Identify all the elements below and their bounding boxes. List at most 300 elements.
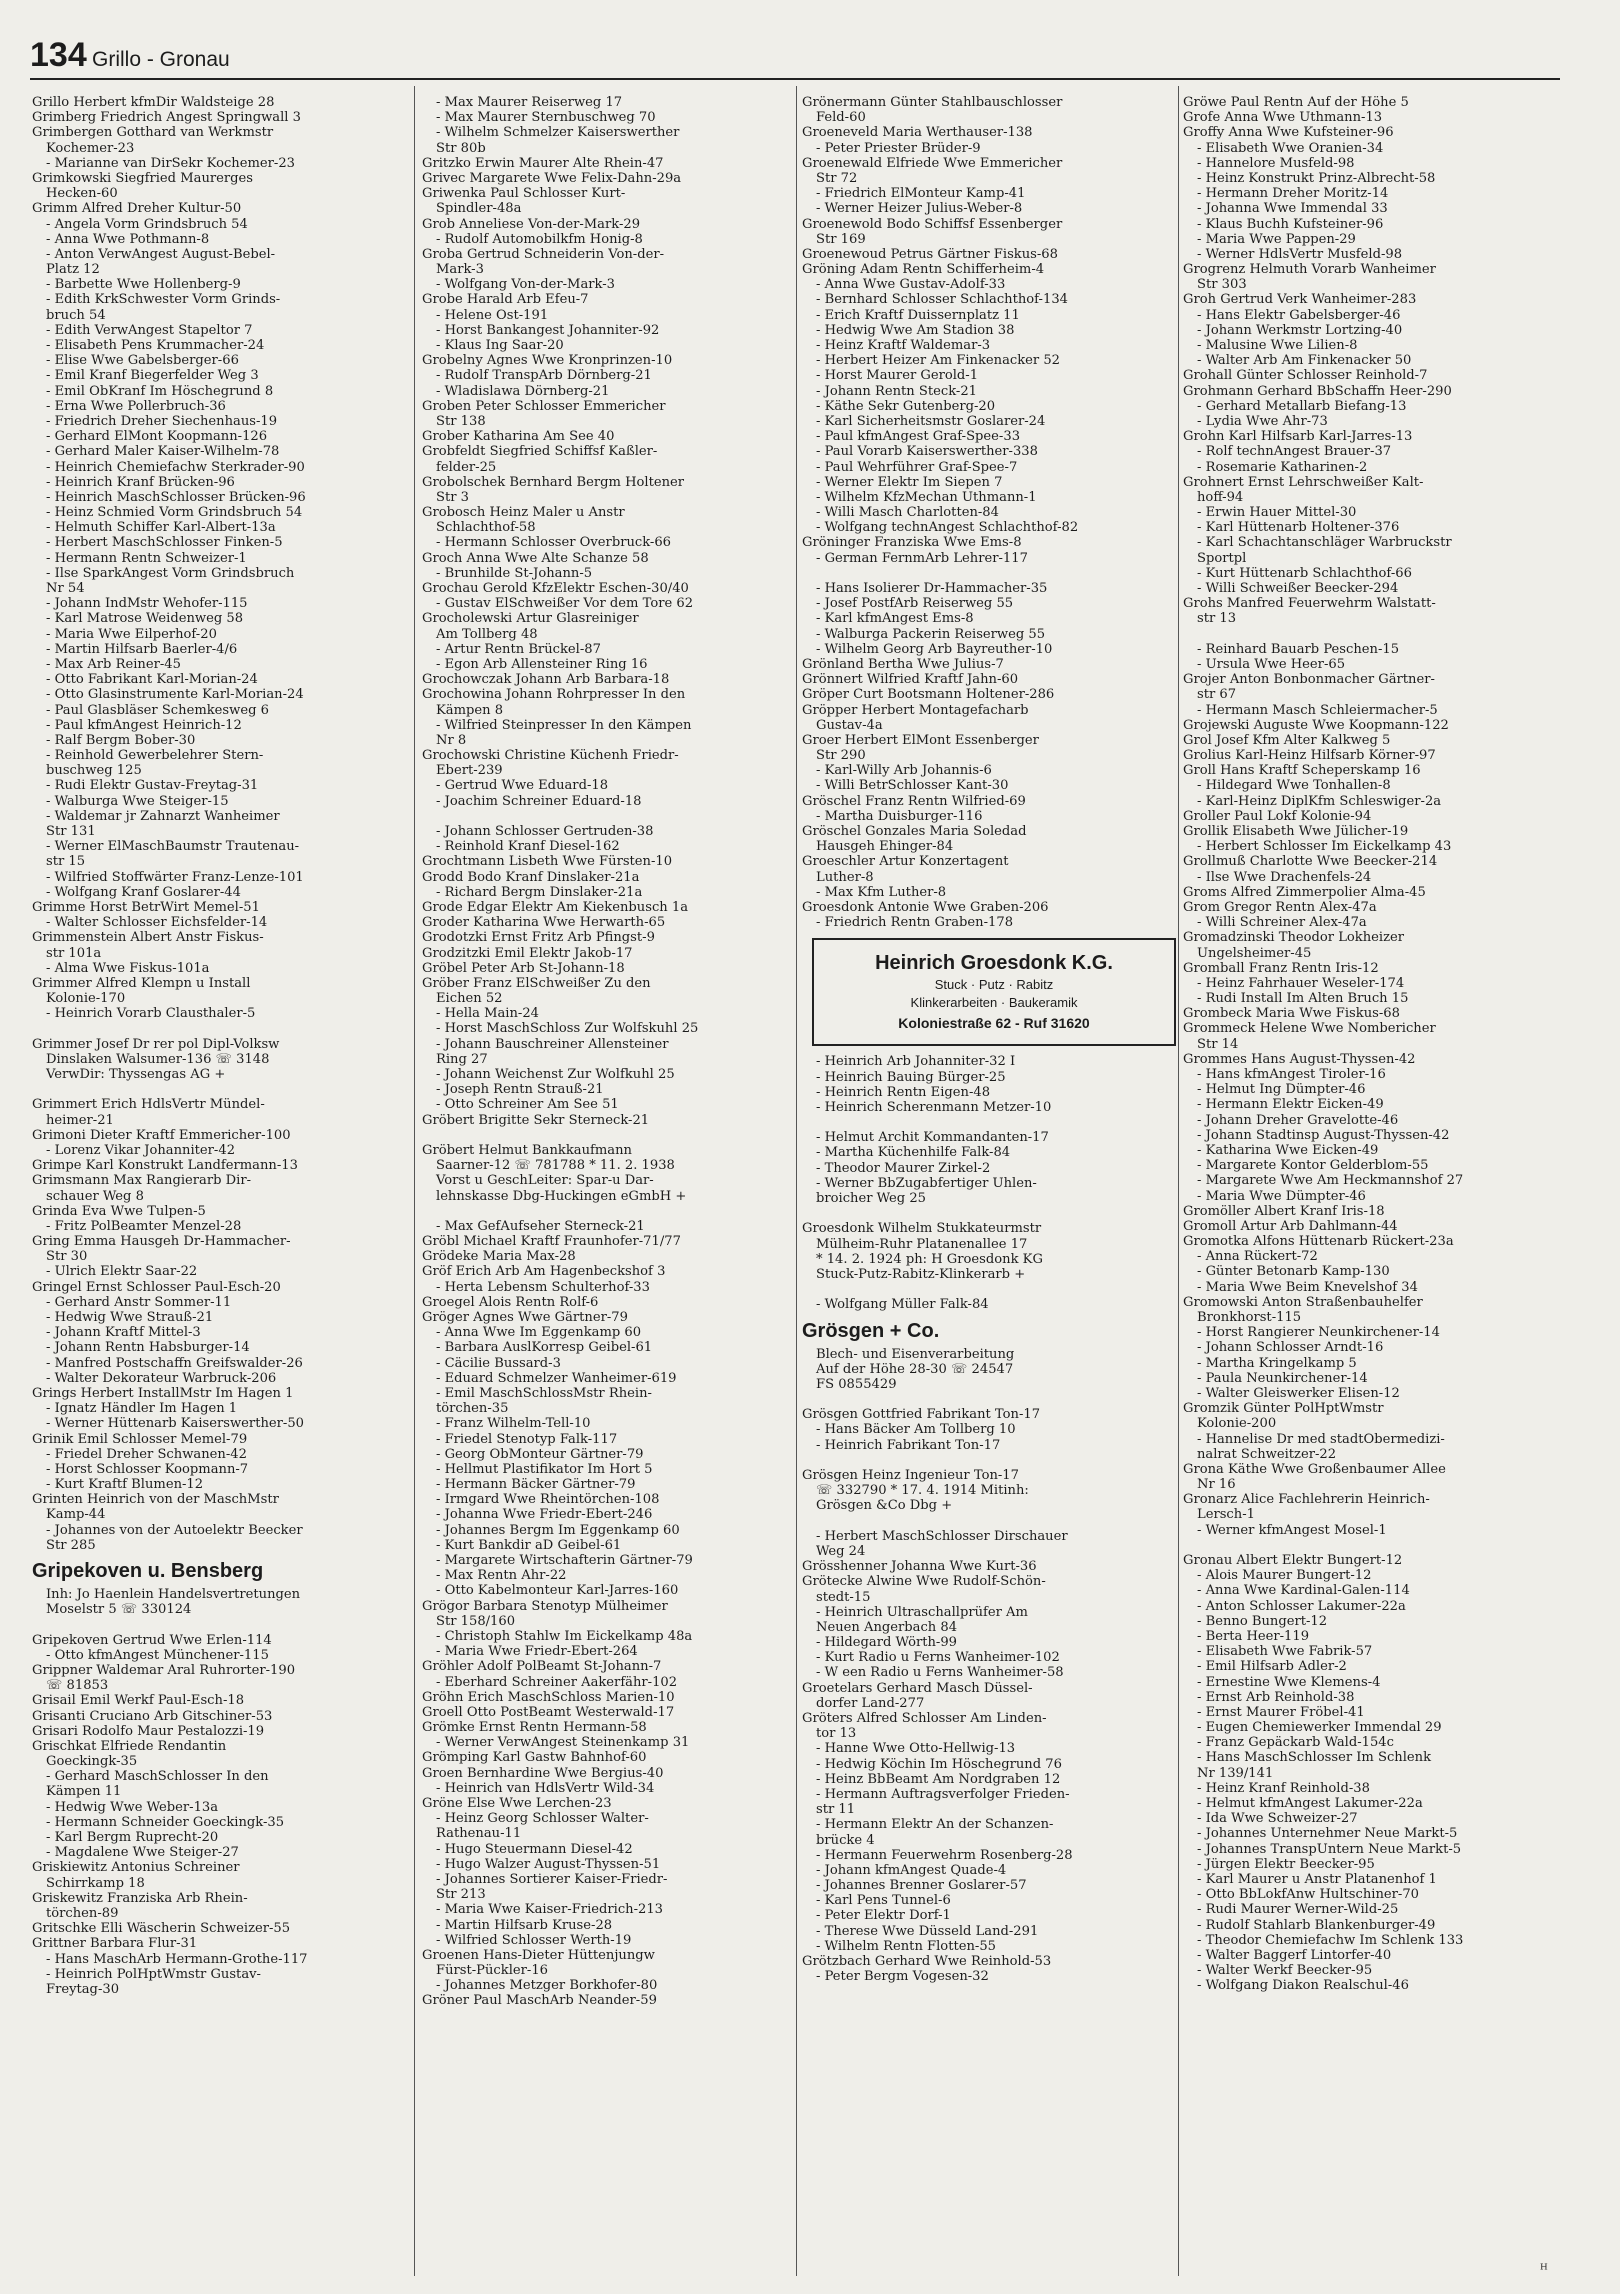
directory-entry: - Wilhelm Georg Arb Bayreuther-10 <box>816 641 1053 657</box>
ad-line-works: Klinkerarbeiten · Baukeramik <box>910 995 1078 1011</box>
directory-entry: Griskiewitz Antonius Schreiner <box>32 1860 240 1876</box>
directory-entry: - Heinz Kraftf Waldemar-3 <box>816 338 991 353</box>
directory-entry: - Wilhelm KfzMechan Uthmann-1 <box>816 489 1037 505</box>
directory-entry: - Martin Hilfsarb Baerler-4/6 <box>46 641 238 657</box>
directory-entry: - Hans MaschSchlosser Im Schlenk <box>1197 1750 1432 1766</box>
directory-entry-continuation: Str 30 <box>46 1249 88 1265</box>
directory-entry <box>802 1392 1180 1407</box>
directory-entry: - Karl Sicherheitsmstr Goslarer-24 <box>816 413 1046 429</box>
directory-entry-continuation: Str 169 <box>816 231 866 247</box>
directory-entry: - Kurt Bankdir aD Geibel-61 <box>436 1537 622 1553</box>
directory-entry: - Fritz PolBeamter Menzel-28 <box>46 1218 242 1234</box>
directory-entry: - Friedrich Rentn Graben-178 <box>816 915 1014 931</box>
directory-entry: - Friedel Dreher Schwanen-42 <box>46 1446 247 1462</box>
directory-entry: - Werner kfmAngest Mosel-1 <box>1197 1522 1387 1538</box>
directory-entry-continuation: nalrat Schweitzer-22 <box>1197 1446 1337 1462</box>
directory-entry: - Hermann Elektr An der Schanzen- <box>816 1817 1054 1833</box>
directory-entry: - Herbert MaschSchlosser Dirschauer <box>816 1528 1068 1544</box>
directory-entry: - Ernst Arb Reinhold-38 <box>1197 1689 1355 1705</box>
directory-entry: - Irmgard Wwe Rheintörchen-108 <box>436 1492 660 1508</box>
directory-entry-continuation: Luther-8 <box>816 869 874 885</box>
directory-entry: - Wilfried Stoffwärter Franz-Lenze-101 <box>46 869 304 885</box>
directory-entry-continuation: Eichen 52 <box>436 991 503 1007</box>
directory-entry: - Gustav ElSchweißer Vor dem Tore 62 <box>436 596 694 612</box>
directory-entry: Grohall Günter Schlosser Reinhold-7 <box>1183 368 1428 384</box>
directory-entry: Grimme Horst BetrWirt Memel-51 <box>32 899 260 915</box>
directory-entry: Gritzko Erwin Maurer Alte Rhein-47 <box>422 155 664 171</box>
directory-entry: - Friedel Stenotyp Falk-117 <box>436 1431 618 1447</box>
directory-entry-continuation: VerwDir: Thyssengas AG + <box>46 1067 226 1082</box>
directory-entry: - Werner Elektr Im Siepen 7 <box>816 474 1003 490</box>
directory-entry: Gromadzinski Theodor Lokheizer <box>1183 930 1405 946</box>
directory-entry: - Maria Wwe Dümpter-46 <box>1197 1188 1366 1204</box>
directory-entry: - Herta Lebensm Schulterhof-33 <box>436 1279 650 1295</box>
directory-entry-continuation: Auf der Höhe 28-30 ☏ 24547 <box>816 1361 1014 1377</box>
directory-entry: - Gerhard Anstr Sommer-11 <box>46 1294 232 1310</box>
directory-entry: - Hans Isolierer Dr-Hammacher-35 <box>816 581 1048 596</box>
directory-entry: Grillo Herbert kfmDir Waldsteige 28 <box>32 95 275 110</box>
directory-entry: - Wilfried Schlosser Werth-19 <box>436 1932 632 1948</box>
directory-entry: - Peter Priester Brüder-9 <box>816 140 981 156</box>
directory-entry: Gröhn Erich MaschSchloss Marien-10 <box>422 1689 675 1705</box>
directory-entry: - Werner Hüttenarb Kaiserswerther-50 <box>46 1416 304 1432</box>
directory-entry-continuation: Platz 12 <box>46 262 100 278</box>
directory-entry: - Johannes Bergm Im Eggenkamp 60 <box>436 1522 680 1538</box>
directory-entry: - Margarete Wwe Am Heckmannshof 27 <box>1197 1173 1464 1189</box>
directory-entry: - Wilhelm Rentn Flotten-55 <box>816 1938 996 1954</box>
directory-entry: - Bernhard Schlosser Schlachthof-134 <box>816 292 1068 308</box>
directory-entry: - Herbert MaschSchlosser Finken-5 <box>46 535 283 551</box>
directory-entry-continuation: Kämpen 11 <box>46 1784 122 1800</box>
directory-entry: - Johann Dreher Gravelotte-46 <box>1197 1112 1399 1128</box>
directory-entry: - Maria Wwe Friedr-Ebert-264 <box>436 1644 638 1660</box>
directory-entry: Grogrenz Helmuth Vorarb Wanheimer <box>1183 262 1436 278</box>
directory-entry: - Klaus Buchh Kufsteiner-96 <box>1197 216 1384 232</box>
directory-entry: - Ernestine Wwe Klemens-4 <box>1197 1674 1381 1690</box>
directory-entry: - Reinhold Gewerbelehrer Stern- <box>46 748 264 764</box>
company-heading: Grösgen + Co. <box>802 1319 940 1342</box>
directory-entry: - Hans Elektr Gabelsberger-46 <box>1197 307 1401 323</box>
directory-entry: Grimoni Dieter Kraftf Emmericher-100 <box>32 1127 291 1143</box>
directory-entry: Grimmer Josef Dr rer pol Dipl-Volksw <box>32 1036 280 1052</box>
directory-entry-continuation: Dinslaken Walsumer-136 ☏ 3148 <box>46 1051 270 1067</box>
directory-entry: - Hannelise Dr med stadtObermedizi- <box>1197 1431 1445 1447</box>
directory-entry-continuation: Hecken-60 <box>46 186 118 202</box>
directory-entry: Grochowina Johann Rohrpresser In den <box>422 687 686 703</box>
directory-entry: - Johann Kraftf Mittel-3 <box>46 1325 201 1341</box>
directory-entry: - Heinrich van HdlsVertr Wild-34 <box>436 1780 655 1796</box>
directory-entry: Grönland Bertha Wwe Julius-7 <box>802 656 1004 672</box>
directory-entry <box>802 1206 1180 1221</box>
directory-entry: - Otto BbLokfAnw Hultschiner-70 <box>1197 1887 1420 1903</box>
directory-entry: - Marianne van DirSekr Kochemer-23 <box>46 155 295 171</box>
directory-entry: - Heinz Kranf Reinhold-38 <box>1197 1780 1370 1796</box>
directory-entry-continuation: Str 285 <box>46 1537 96 1553</box>
directory-entry: Grol Josef Kfm Alter Kalkweg 5 <box>1183 732 1391 748</box>
directory-entry: Grohnert Ernst Lehrschweißer Kalt- <box>1183 474 1424 490</box>
directory-entry: Gronarz Alice Fachlehrerin Heinrich- <box>1183 1492 1430 1508</box>
directory-entry: - Johanna Wwe Friedr-Ebert-246 <box>436 1507 653 1523</box>
directory-entry: - Horst Schlosser Koopmann-7 <box>46 1461 249 1477</box>
directory-entry: - Hermann Elektr Eicken-49 <box>1197 1097 1384 1113</box>
directory-entry: - Karl kfmAngest Ems-8 <box>816 611 974 627</box>
directory-entry: - Wolfgang Von-der-Mark-3 <box>436 277 615 293</box>
directory-entry: - Katharina Wwe Eicken-49 <box>1197 1142 1379 1158</box>
directory-entry: Grisari Rodolfo Maur Pestalozzi-19 <box>32 1723 265 1739</box>
directory-entry: - Martin Hilfsarb Kruse-28 <box>436 1917 613 1933</box>
directory-entry: Grohs Manfred Feuerwehrm Walstatt- <box>1183 596 1436 612</box>
directory-entry: - Heinrich Fabrikant Ton-17 <box>816 1437 1001 1453</box>
directory-entry: - Gertrud Wwe Eduard-18 <box>436 778 609 794</box>
directory-entry: - Heinz Fahrhauer Weseler-174 <box>1197 975 1405 991</box>
directory-entry: Gröwe Paul Rentn Auf der Höhe 5 <box>1183 95 1409 110</box>
directory-entry-continuation: Feld-60 <box>816 110 866 126</box>
directory-entry: - Hermann Bäcker Gärtner-79 <box>436 1477 636 1493</box>
directory-entry: - Käthe Sekr Gutenberg-20 <box>816 398 996 414</box>
directory-entry: - Hildegard Wwe Tonhallen-8 <box>1197 778 1391 794</box>
directory-entry: - Hella Main-24 <box>436 1006 540 1022</box>
directory-entry: Grösgen Gottfried Fabrikant Ton-17 <box>802 1407 1041 1423</box>
directory-entry-continuation: dorfer Land-277 <box>816 1695 925 1711</box>
directory-entry: Grimpe Karl Konstrukt Landfermann-13 <box>32 1158 298 1174</box>
page-number: 134 <box>30 36 87 74</box>
directory-entry: - Helmut kfmAngest Lakumer-22a <box>1197 1796 1423 1811</box>
directory-entry: - Johannes Brenner Goslarer-57 <box>816 1878 1027 1894</box>
directory-entry-continuation: Blech- und Eisenverarbeitung <box>816 1346 1015 1362</box>
directory-entry: Groeneveld Maria Werthauser-138 <box>802 125 1033 141</box>
directory-entry: - Johannes TranspUntern Neue Markt-5 <box>1197 1841 1462 1857</box>
directory-entry: Gröninger Franziska Wwe Ems-8 <box>802 535 1022 551</box>
directory-entry-continuation: Str 303 <box>1197 277 1247 293</box>
directory-entry: Groenewald Elfriede Wwe Emmericher <box>802 155 1063 171</box>
directory-entry: - Otto kfmAngest Münchener-115 <box>46 1647 269 1663</box>
directory-entry: Groesdonk Wilhelm Stukkateurmstr <box>802 1221 1042 1237</box>
directory-entry: Grimkowski Siegfried Maurerges <box>32 170 253 186</box>
directory-entry: - Erich Kraftf Duissernplatz 11 <box>816 307 1020 323</box>
directory-entry: - Erna Wwe Pollerbruch-36 <box>46 398 226 414</box>
directory-entry-continuation: Weg 24 <box>816 1543 866 1559</box>
directory-entry-continuation: stedt-15 <box>816 1589 871 1605</box>
directory-entry: - Reinhold Kranf Diesel-162 <box>436 839 620 855</box>
directory-entry: - Otto Glasinstrumente Karl-Morian-24 <box>46 687 304 703</box>
directory-entry: - Johann Rentn Steck-21 <box>816 383 977 399</box>
directory-entry: Grolius Karl-Heinz Hilfsarb Körner-97 <box>1183 748 1436 764</box>
directory-entry: Grömke Ernst Rentn Hermann-58 <box>422 1720 647 1736</box>
directory-entry: - Johann kfmAngest Quade-4 <box>816 1862 1007 1878</box>
directory-entry: - Barbara AuslKorresp Geibel-61 <box>436 1340 653 1356</box>
directory-entry: Groell Otto PostBeamt Westerwald-17 <box>422 1704 675 1720</box>
directory-entry: Gromowski Anton Straßenbauhelfer <box>1183 1294 1423 1310</box>
directory-entry <box>32 1021 409 1036</box>
directory-entry: - Werner HdlsVertr Musfeld-98 <box>1197 246 1403 262</box>
directory-entry: - Elisabeth Wwe Fabrik-57 <box>1197 1644 1373 1660</box>
directory-entry: - Max Arb Reiner-45 <box>46 656 181 672</box>
directory-entry-continuation: str 11 <box>816 1802 856 1818</box>
directory-entry: - Elisabeth Wwe Oranien-34 <box>1197 140 1384 156</box>
directory-entry: - Klaus Ing Saar-20 <box>436 338 564 353</box>
directory-entry: Gröger Agnes Wwe Gärtner-79 <box>422 1310 628 1325</box>
company-heading: Gripekoven u. Bensberg <box>32 1560 264 1582</box>
directory-entry-continuation: Vorst u GeschLeiter: Spar-u Dar- <box>436 1173 654 1189</box>
directory-entry: - Karl Schachtanschläger Warbruckstr <box>1197 535 1452 551</box>
directory-entry: Grobe Harald Arb Efeu-7 <box>422 292 589 308</box>
directory-entry: Groffy Anna Wwe Kufsteiner-96 <box>1183 125 1394 141</box>
directory-entry-continuation: * 14. 2. 1924 ph: H Groesdonk KG <box>816 1251 1043 1267</box>
directory-entry <box>802 1514 1180 1529</box>
directory-entry-continuation: Str 3 <box>436 489 469 505</box>
directory-entry: - Heinrich Scherenmann Metzer-10 <box>816 1099 1052 1115</box>
directory-entry: - Gerhard MaschSchlosser In den <box>46 1769 269 1785</box>
directory-entry: - Helmut Archit Kommandanten-17 <box>816 1130 1049 1146</box>
directory-entry: Grimmert Erich HdlsVertr Mündel- <box>32 1097 265 1113</box>
directory-entry: - Heinrich Bauing Bürger-25 <box>816 1069 1006 1085</box>
directory-entry: - Horst Maurer Gerold-1 <box>816 368 979 384</box>
directory-entry-continuation: str 67 <box>1197 687 1237 703</box>
directory-entry: - Peter Bergm Vogesen-32 <box>816 1969 989 1985</box>
directory-entry: - Jürgen Elektr Beecker-95 <box>1197 1856 1375 1872</box>
directory-entry: - Georg ObMonteur Gärtner-79 <box>436 1446 644 1462</box>
directory-entry: - Hermann Feuerwehrm Rosenberg-28 <box>816 1847 1073 1863</box>
directory-entry: - Max Rentn Ahr-22 <box>436 1568 567 1584</box>
directory-entry: - Kurt Kraftf Blumen-12 <box>46 1477 204 1493</box>
directory-entry: - Johann Werkmstr Lortzing-40 <box>1197 322 1403 338</box>
directory-entry-continuation: tor 13 <box>816 1726 857 1742</box>
directory-entry: - Margarete Wirtschafterin Gärtner-79 <box>436 1553 693 1568</box>
directory-entry: - Hanne Wwe Otto-Hellwig-13 <box>816 1741 1016 1757</box>
directory-entry: - Paul Vorarb Kaiserswerther-338 <box>816 444 1038 460</box>
directory-entry: - Max Maurer Reiserweg 17 <box>436 95 623 110</box>
directory-entry: Grinik Emil Schlosser Memel-79 <box>32 1431 248 1447</box>
directory-entry-continuation: bruch 54 <box>46 307 106 323</box>
directory-entry: Gromöller Albert Kranf Iris-18 <box>1183 1203 1385 1219</box>
directory-entry: - Lorenz Vikar Johanniter-42 <box>46 1142 236 1158</box>
directory-entry: - Hedwig Köchin Im Höschegrund 76 <box>816 1756 1062 1772</box>
directory-entry: Grommeck Helene Wwe Nombericher <box>1183 1021 1436 1037</box>
directory-entry: - Cäcilie Bussard-3 <box>436 1355 561 1371</box>
directory-entry: Grodotzki Ernst Fritz Arb Pfingst-9 <box>422 930 655 946</box>
directory-entry: - Anna Wwe Pothmann-8 <box>46 231 210 247</box>
page-header <box>30 34 1560 80</box>
directory-entry-continuation: Str 80b <box>436 140 486 156</box>
directory-entry: - Wladislawa Dörnberg-21 <box>436 383 610 399</box>
directory-entry: - Magdalene Wwe Steiger-27 <box>46 1845 239 1861</box>
directory-column-4 <box>1183 95 1560 1993</box>
directory-entry: - Johannes von der Autoelektr Beecker <box>46 1522 303 1538</box>
directory-entry: Gring Emma Hausgeh Dr-Hammacher- <box>32 1234 291 1250</box>
directory-entry-continuation: str 13 <box>1197 611 1237 627</box>
directory-entry: - Hellmut Plastifikator Im Hort 5 <box>436 1461 653 1477</box>
column-divider <box>414 86 415 2276</box>
directory-entry: - Hugo Steuermann Diesel-42 <box>436 1841 633 1857</box>
directory-entry-continuation: broicher Weg 25 <box>816 1191 926 1206</box>
directory-entry: - Ignatz Händler Im Hagen 1 <box>46 1401 238 1417</box>
directory-entry: - Johann Weichenst Zur Wolfkuhl 25 <box>436 1067 675 1082</box>
directory-entry: Gröf Erich Arb Am Hagenbeckshof 3 <box>422 1264 666 1280</box>
directory-entry: - Helene Ost-191 <box>436 307 549 323</box>
directory-entry: Grochau Gerold KfzElektr Eschen-30/40 <box>422 581 689 596</box>
directory-entry: - Edith VerwAngest Stapeltor 7 <box>46 322 253 338</box>
directory-entry: Gröbel Peter Arb St-Johann-18 <box>422 960 625 976</box>
directory-entry: - Werner ElMaschBaumstr Trautenau- <box>46 839 300 855</box>
directory-entry: - Maria Wwe Pappen-29 <box>1197 231 1356 247</box>
advertisement-box <box>812 938 1176 1046</box>
directory-entry: - Wolfgang Diakon Realschul-46 <box>1197 1978 1409 1994</box>
directory-entry: Groetelars Gerhard Masch Düssel- <box>802 1680 1033 1696</box>
directory-entry: Grob Anneliese Von-der-Mark-29 <box>422 216 641 232</box>
directory-entry: - Walter Schlosser Eichsfelder-14 <box>46 915 268 931</box>
directory-entry: - Anna Wwe Im Eggenkamp 60 <box>436 1325 642 1341</box>
directory-entry: - Martha Kringelkamp 5 <box>1197 1355 1357 1371</box>
directory-entry-continuation: hoff-94 <box>1197 489 1244 505</box>
directory-entry: - Heinrich Kranf Brücken-96 <box>46 474 235 490</box>
directory-entry: - Hugo Walzer August-Thyssen-51 <box>436 1856 661 1872</box>
directory-entry: - Benno Bungert-12 <box>1197 1613 1328 1629</box>
directory-entry: - Karl Bergm Ruprecht-20 <box>46 1830 219 1845</box>
directory-entry: - Kurt Hüttenarb Schlachthof-66 <box>1197 565 1412 581</box>
directory-entry: - Gerhard ElMont Koopmann-126 <box>46 429 268 445</box>
directory-entry: Grings Herbert InstallMstr Im Hagen 1 <box>32 1385 294 1401</box>
directory-entry: - Peter Elektr Dorf-1 <box>816 1908 951 1924</box>
directory-entry: - Willi Schreiner Alex-47a <box>1197 915 1367 931</box>
directory-entry: - Otto Fabrikant Karl-Morian-24 <box>46 672 258 688</box>
directory-entry: Groeschler Artur Konzertagent <box>802 854 1009 870</box>
directory-entry: Groenewold Bodo Schiffsf Essenberger <box>802 216 1063 232</box>
directory-entry: - Wolfgang Kranf Goslarer-44 <box>46 884 241 900</box>
directory-entry: Gröpper Herbert Montagefacharb <box>802 702 1029 718</box>
directory-entry <box>422 809 800 824</box>
directory-entry: Groben Peter Schlosser Emmericher <box>422 398 666 414</box>
directory-entry: Grobolschek Bernhard Bergm Holtener <box>422 474 685 490</box>
directory-entry: - Maria Wwe Kaiser-Friedrich-213 <box>436 1902 664 1918</box>
directory-entry: Grimberg Friedrich Angest Springwall 3 <box>32 110 301 126</box>
directory-entry: - Helmut Ing Dümpter-46 <box>1197 1082 1366 1098</box>
directory-entry: - Karl Maurer u Anstr Platanenhof 1 <box>1197 1871 1437 1887</box>
directory-entry: - Max GefAufseher Sterneck-21 <box>436 1218 645 1234</box>
directory-entry: - Anna Rückert-72 <box>1197 1249 1318 1265</box>
directory-entry-continuation: ☏ 81853 <box>46 1678 109 1694</box>
directory-entry: Grohmann Gerhard BbSchaffn Heer-290 <box>1183 383 1452 399</box>
directory-entry <box>802 566 1180 581</box>
directory-entry: - Johannes Sortierer Kaiser-Friedr- <box>436 1871 668 1887</box>
directory-entry-continuation: Ebert-239 <box>436 763 503 779</box>
directory-entry: - Günter Betonarb Kamp-130 <box>1197 1264 1390 1280</box>
directory-entry: - Willi Schweißer Beecker-294 <box>1197 581 1399 596</box>
directory-entry: Groenewoud Petrus Gärtner Fiskus-68 <box>802 246 1058 262</box>
directory-entry: - Herbert Schlosser Im Eickelkamp 43 <box>1197 839 1452 855</box>
directory-entry: - Paul kfmAngest Graf-Spee-33 <box>816 429 1021 445</box>
directory-entry: Groba Gertrud Schneiderin Von-der- <box>422 246 665 262</box>
directory-entry: - Angela Vorm Grindsbruch 54 <box>46 216 248 232</box>
directory-entry: - Therese Wwe Düsseld Land-291 <box>816 1923 1039 1939</box>
directory-entry: - Rolf technAngest Brauer-37 <box>1197 444 1392 460</box>
directory-entry: - Anna Wwe Kardinal-Galen-114 <box>1197 1583 1410 1599</box>
directory-entry: - Maria Wwe Eilperhof-20 <box>46 626 217 642</box>
directory-entry: - Alois Maurer Bungert-12 <box>1197 1568 1372 1584</box>
directory-column-2 <box>422 95 800 2009</box>
directory-entry: - Horst Rangierer Neunkirchener-14 <box>1197 1325 1440 1341</box>
directory-entry-continuation: Freytag-30 <box>46 1981 120 1997</box>
directory-entry: - Malusine Wwe Lilien-8 <box>1197 338 1358 353</box>
directory-entry: - Ilse Wwe Drachenfels-24 <box>1197 869 1372 885</box>
directory-entry: Grittner Barbara Flur-31 <box>32 1936 198 1952</box>
directory-entry: Gröhler Adolf PolBeamt St-Johann-7 <box>422 1659 662 1675</box>
directory-entry: - Ursula Wwe Heer-65 <box>1197 656 1346 672</box>
directory-entry: - Christoph Stahlw Im Eickelkamp 48a <box>436 1628 693 1644</box>
directory-entry: - Wolfgang technAngest Schlachthof-82 <box>816 520 1079 536</box>
directory-entry: - Theodor Chemiefachw Im Schlenk 133 <box>1197 1932 1464 1948</box>
directory-entry-continuation: Am Tollberg 48 <box>436 626 538 642</box>
directory-entry: Grollmuß Charlotte Wwe Beecker-214 <box>1183 854 1438 870</box>
directory-entry: Grischkat Elfriede Rendantin <box>32 1738 227 1754</box>
directory-entry-continuation: Str 72 <box>816 170 858 186</box>
directory-entry: - Emil Hilfsarb Adler-2 <box>1197 1659 1347 1675</box>
directory-entry-continuation: Inh: Jo Haenlein Handelsvertretungen <box>46 1587 301 1602</box>
directory-entry: - Brunhilde St-Johann-5 <box>436 565 593 581</box>
directory-entry: - Anna Wwe Gustav-Adolf-33 <box>816 277 1006 293</box>
directory-entry: - Friedrich ElMonteur Kamp-41 <box>816 186 1026 202</box>
directory-entry: - Ernst Maurer Fröbel-41 <box>1197 1704 1365 1720</box>
directory-entry: Grötecke Alwine Wwe Rudolf-Schön- <box>802 1574 1046 1590</box>
directory-entry: - Karl Matrose Weidenweg 58 <box>46 611 244 627</box>
directory-entry: - Heinrich Ultraschallprüfer Am <box>816 1604 1028 1620</box>
directory-entry: - Hermann Dreher Moritz-14 <box>1197 186 1389 202</box>
directory-entry <box>1183 627 1560 642</box>
directory-entry: - Johannes Unternehmer Neue Markt-5 <box>1197 1826 1458 1842</box>
directory-entry <box>802 1115 1180 1130</box>
directory-entry: Groms Alfred Zimmerpolier Alma-45 <box>1183 884 1426 900</box>
directory-entry: - Hermann Schneider Goeckingk-35 <box>46 1814 285 1830</box>
directory-entry-continuation: Kolonie-200 <box>1197 1416 1277 1432</box>
directory-entry: Gröner Paul MaschArb Neander-59 <box>422 1993 657 2009</box>
directory-entry: - Martha Küchenhilfe Falk-84 <box>816 1145 1011 1161</box>
directory-entry <box>422 1128 800 1143</box>
directory-entry: - Anton Schlosser Lakumer-22a <box>1197 1598 1406 1614</box>
directory-entry: - Paul kfmAngest Heinrich-12 <box>46 717 242 733</box>
directory-entry: Gritschke Elli Wäscherin Schweizer-55 <box>32 1921 291 1937</box>
directory-entry: - Horst Bankangest Johanniter-92 <box>436 322 660 338</box>
directory-entry-continuation: Hausgeh Ehinger-84 <box>816 839 954 855</box>
directory-entry: Gröber Franz ElSchweißer Zu den <box>422 975 651 991</box>
directory-entry: Grösshenner Johanna Wwe Kurt-36 <box>802 1559 1037 1575</box>
directory-entry: Gromzik Günter PolHptWmstr <box>1183 1401 1384 1417</box>
directory-entry: Grochowski Christine Küchenh Friedr- <box>422 748 679 764</box>
directory-entry: - Walter Gleiswerker Elisen-12 <box>1197 1385 1400 1401</box>
directory-entry: Grimsmann Max Rangierarb Dir- <box>32 1173 252 1189</box>
directory-entry: - Martha Duisburger-116 <box>816 808 983 824</box>
directory-entry-continuation: Schlachthof-58 <box>436 520 536 536</box>
directory-entry-continuation: ☏ 332790 * 17. 4. 1914 Mitinh: <box>816 1483 1029 1499</box>
directory-entry: Gröning Adam Rentn Schifferheim-4 <box>802 262 1045 278</box>
directory-entry: - Walter Baggerf Lintorfer-40 <box>1197 1947 1392 1963</box>
directory-entry: Gringel Ernst Schlosser Paul-Esch-20 <box>32 1279 281 1295</box>
directory-entry: - Johannes Metzger Borkhofer-80 <box>436 1978 658 1994</box>
directory-entry: - Erwin Hauer Mittel-30 <box>1197 505 1357 521</box>
directory-entry: - Ida Wwe Schweizer-27 <box>1197 1811 1358 1827</box>
directory-entry: Grollik Elisabeth Wwe Jülicher-19 <box>1183 824 1409 839</box>
directory-entry: Grobosch Heinz Maler u Anstr <box>422 505 625 521</box>
directory-entry: - W een Radio u Ferns Wanheimer-58 <box>816 1665 1064 1681</box>
directory-entry: - Wilfried Steinpresser In den Kämpen <box>436 717 692 733</box>
directory-entry-continuation: Str 138 <box>436 413 486 429</box>
directory-entry: Grobfeldt Siegfried Schiffsf Kaßler- <box>422 444 658 460</box>
directory-entry: Grohn Karl Hilfsarb Karl-Jarres-13 <box>1183 429 1413 445</box>
directory-entry <box>422 1204 800 1219</box>
directory-entry: - Johann Rentn Habsburger-14 <box>46 1340 250 1356</box>
directory-entry-continuation: str 15 <box>46 854 86 870</box>
directory-entry: - Reinhard Bauarb Peschen-15 <box>1197 641 1400 657</box>
directory-entry: - Theodor Maurer Zirkel-2 <box>816 1160 991 1176</box>
directory-entry: Grödeke Maria Max-28 <box>422 1249 576 1265</box>
